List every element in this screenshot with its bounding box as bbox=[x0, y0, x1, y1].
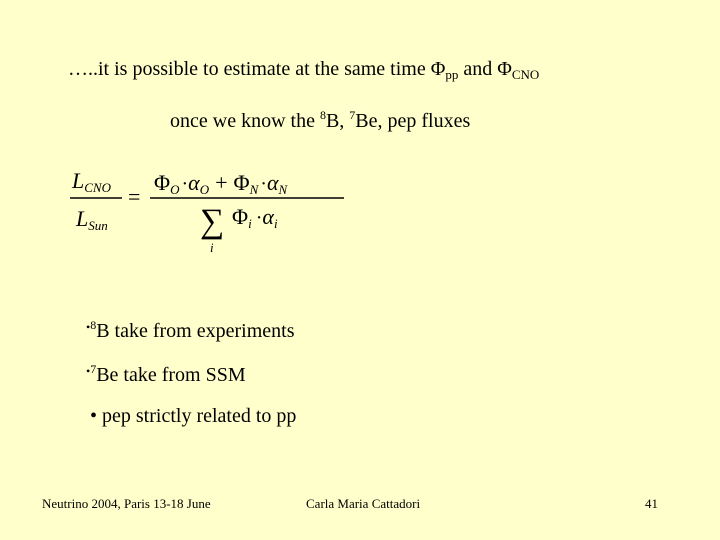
superscript-7: 7 bbox=[90, 362, 97, 376]
superscript-8: 8 bbox=[319, 108, 326, 122]
pp-subscript: pp bbox=[445, 67, 459, 82]
footer-author: Carla Maria Cattadori bbox=[306, 496, 421, 511]
sum-index: i bbox=[210, 240, 214, 255]
beryllium-text: Be, pep fluxes bbox=[355, 110, 471, 132]
footer-conference: Neutrino 2004, Paris 13-18 June bbox=[42, 496, 211, 511]
superscript-7: 7 bbox=[349, 108, 356, 122]
formula-l-sun: LSun bbox=[76, 206, 108, 233]
boron-text: B, bbox=[325, 110, 350, 132]
bullet-dot: • bbox=[86, 320, 91, 334]
bullet-dot: • bbox=[90, 405, 98, 427]
equals-sign: = bbox=[128, 184, 141, 209]
statement-line bbox=[68, 58, 539, 83]
statement-text: …..it is possible to estimate at the same time bbox=[68, 58, 431, 80]
luminosity-formula bbox=[60, 160, 360, 260]
phi-symbol: Φ bbox=[497, 58, 512, 80]
formula-l-cno: LCNO bbox=[72, 168, 111, 195]
condition-line bbox=[170, 108, 470, 133]
bullet-text: Be take from SSM bbox=[96, 364, 246, 386]
bullet-pep bbox=[90, 405, 296, 428]
sum-symbol: ∑ bbox=[200, 203, 225, 240]
superscript-8: 8 bbox=[90, 318, 97, 332]
formula-denominator: Φi ·αi bbox=[232, 204, 278, 231]
phi-symbol: Φ bbox=[430, 58, 446, 80]
bullet-boron bbox=[86, 318, 294, 343]
cno-subscript: CNO bbox=[511, 67, 540, 82]
bullet-text: pep strictly related to pp bbox=[97, 405, 297, 427]
formula-numerator: ΦO ·αO + ΦN ·αN bbox=[154, 170, 288, 197]
bullet-text: B take from experiments bbox=[96, 320, 295, 342]
and-text: and bbox=[458, 58, 498, 80]
bullet-beryllium bbox=[86, 362, 246, 387]
page-number: 41 bbox=[645, 496, 658, 511]
bullet-dot: • bbox=[86, 364, 91, 378]
condition-text: once we know the bbox=[170, 110, 320, 132]
